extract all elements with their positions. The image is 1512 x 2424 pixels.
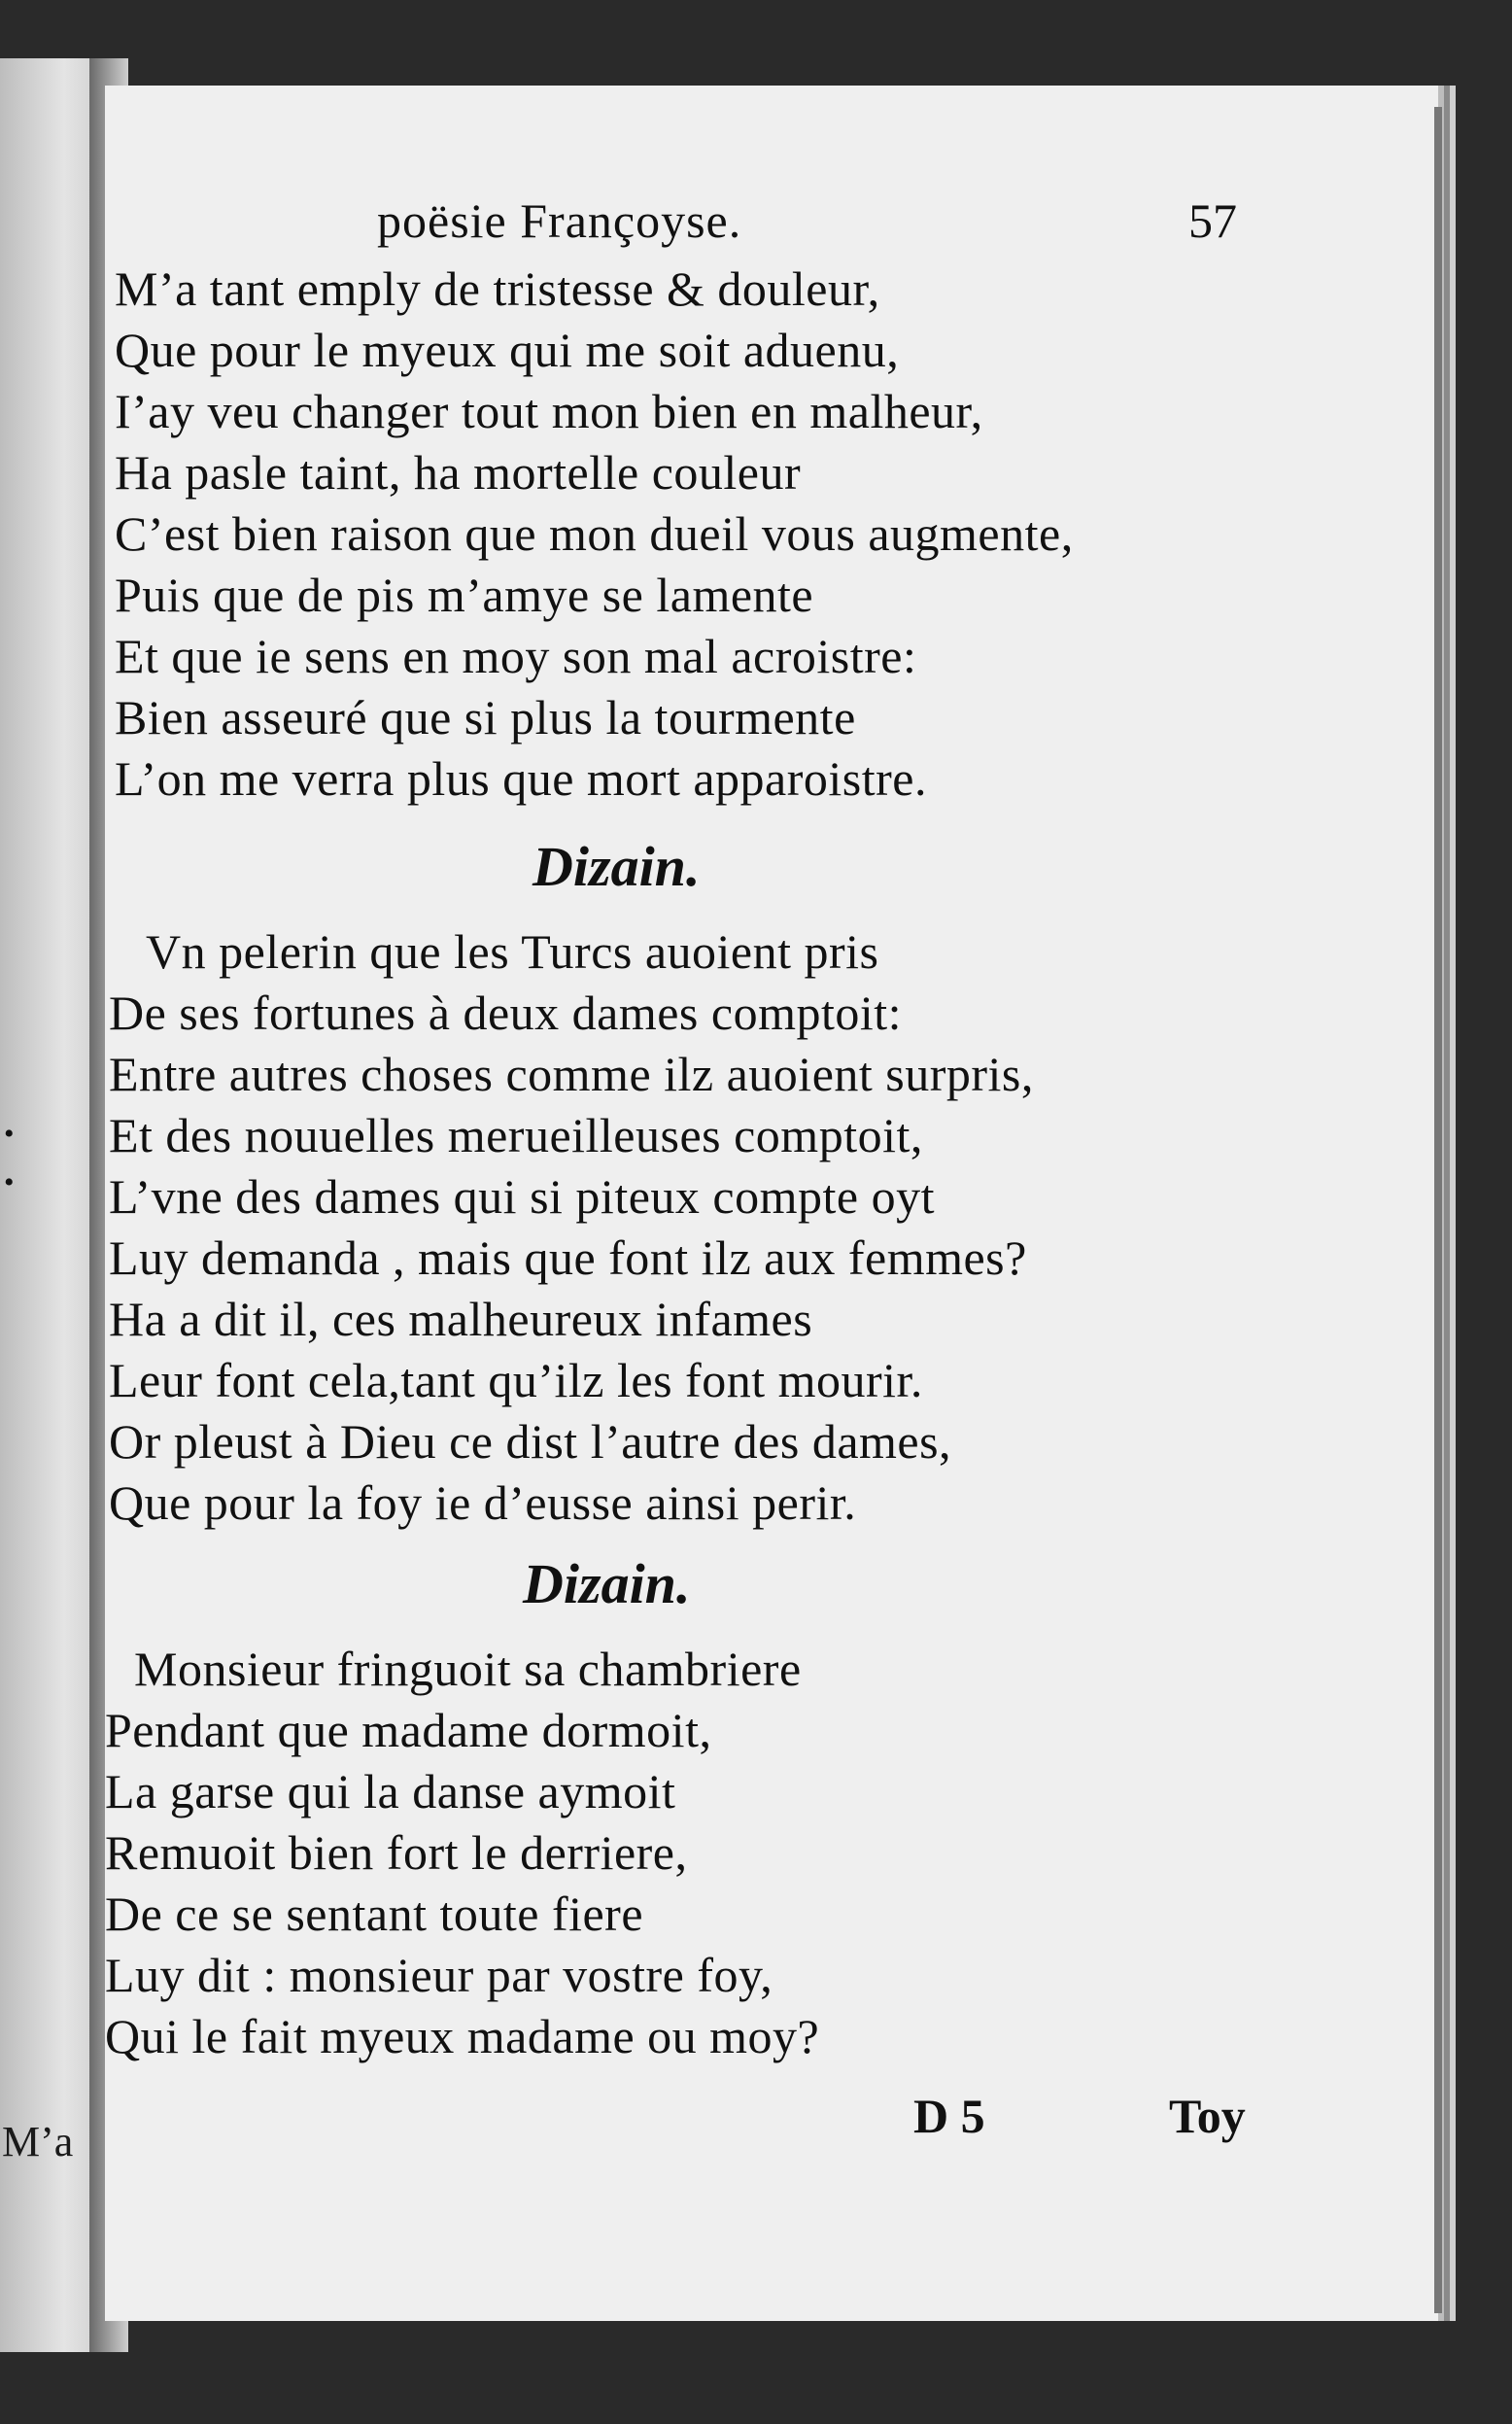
margin-mark: • bbox=[4, 1118, 15, 1150]
previous-page-catchword: M’a bbox=[2, 2118, 74, 2165]
verse-line: La garse qui la danse aymoit bbox=[105, 1764, 676, 1818]
page-stack-edge bbox=[1434, 107, 1442, 2313]
margin-mark: • bbox=[4, 1166, 15, 1198]
catchword: Toy bbox=[1169, 2089, 1246, 2143]
section-heading: Dizain. bbox=[533, 835, 701, 898]
verse-line: Ha a dit il, ces malheureux infames bbox=[109, 1292, 813, 1346]
verse-line: Vn pelerin que les Turcs auoient pris bbox=[146, 924, 879, 979]
verse-line: M’a tant emply de tristesse & douleur, bbox=[115, 261, 880, 316]
verse-line: Leur font cela,tant qu’ilz les font mourir. bbox=[109, 1353, 923, 1407]
verse-line: Puis que de pis m’amye se lamente bbox=[115, 568, 814, 622]
verse-line: Entre autres choses comme ilz auoient surpris, bbox=[109, 1047, 1034, 1101]
verse-line: Et des nouuelles merueilleuses comptoit, bbox=[109, 1108, 923, 1162]
verse-line: Que pour la foy ie d’eusse ainsi perir. bbox=[109, 1475, 857, 1530]
page-header bbox=[105, 192, 1438, 270]
signature-mark: D 5 bbox=[913, 2089, 985, 2143]
verse-line: Monsieur fringuoit sa chambriere bbox=[134, 1642, 802, 1696]
running-head: poësie Françoyse. bbox=[377, 193, 742, 248]
verse-line: Et que ie sens en moy son mal acroistre: bbox=[115, 629, 917, 683]
verse-line: De ce se sentant toute fiere bbox=[105, 1887, 644, 1941]
verse-line: De ses fortunes à deux dames comptoit: bbox=[109, 986, 903, 1040]
page-number: 57 bbox=[1188, 193, 1237, 248]
verse-line: Or pleust à Dieu ce dist l’autre des dames, bbox=[109, 1414, 952, 1469]
verse-line: L’on me verra plus que mort apparoistre. bbox=[115, 751, 927, 806]
section-heading: Dizain. bbox=[523, 1552, 691, 1615]
book-page bbox=[105, 86, 1438, 2321]
verse-line: Que pour le myeux qui me soit aduenu, bbox=[115, 323, 900, 377]
verse-line: I’ay veu changer tout mon bien en malheur, bbox=[115, 384, 983, 438]
verse-line: C’est bien raison que mon dueil vous augmente, bbox=[115, 506, 1074, 561]
verse-line: Luy dit : monsieur par vostre foy, bbox=[105, 1948, 773, 2002]
verse-line: Luy demanda , mais que font ilz aux femmes? bbox=[109, 1230, 1027, 1285]
verse-line: L’vne des dames qui si piteux compte oyt bbox=[109, 1169, 935, 1224]
verse-line: Remuoit bien fort le derriere, bbox=[105, 1825, 688, 1880]
verse-line: Ha pasle taint, ha mortelle couleur bbox=[115, 445, 802, 500]
verse-line: Bien asseuré que si plus la tourmente bbox=[115, 690, 856, 745]
verse-line: Qui le fait myeux madame ou moy? bbox=[105, 2009, 820, 2063]
verse-line: Pendant que madame dormoit, bbox=[105, 1703, 712, 1757]
